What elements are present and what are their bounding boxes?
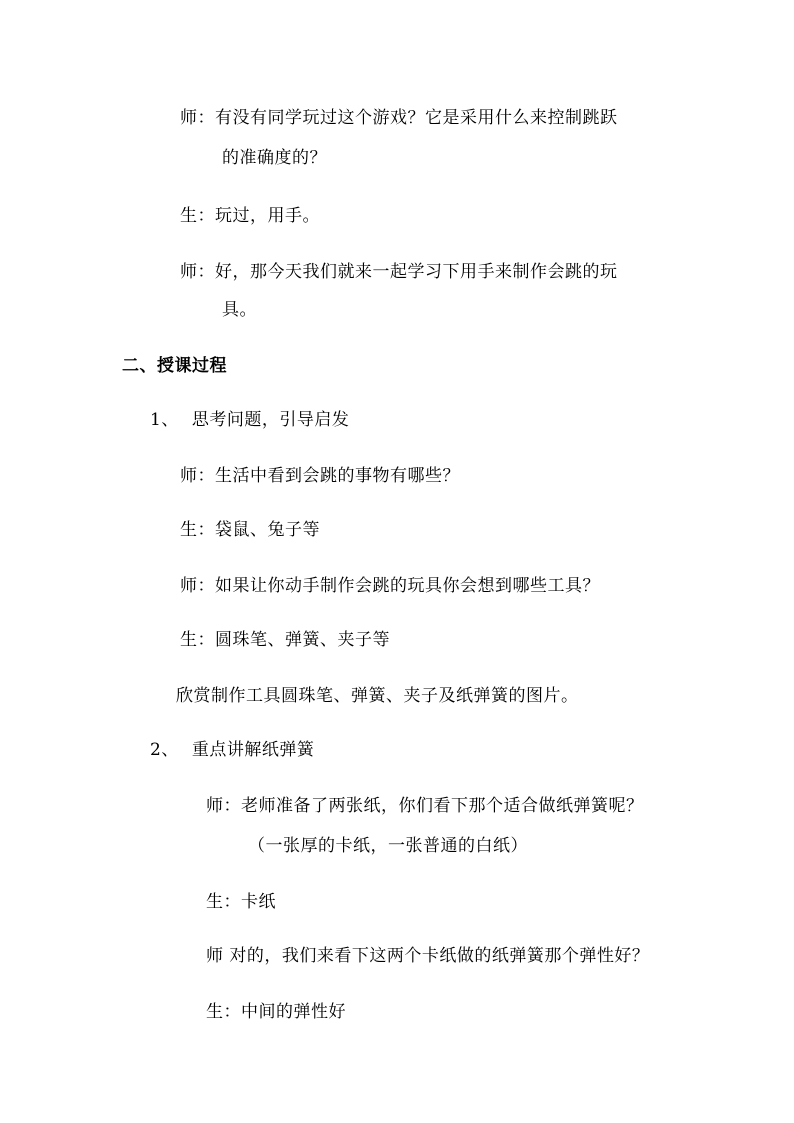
part-2-title: 重点讲解纸弹簧 <box>191 740 315 760</box>
part-1-number: 1、 <box>150 410 179 430</box>
part-1-student-answer: 生：袋鼠、兔子等 <box>180 520 320 540</box>
part-2-note: （一张厚的卡纸，一张普通的白纸） <box>248 836 528 856</box>
part-1-teacher-question: 师：生活中看到会跳的事物有哪些？ <box>180 466 460 486</box>
section-heading: 二、授课过程 <box>122 356 227 376</box>
teacher-question-2-line-1: 师：好，那今天我们就来一起学习下用手来制作会跳的玩 <box>180 262 618 282</box>
part-2-student-answer-2: 生：中间的弹性好 <box>206 1002 346 1022</box>
student-answer-1: 生：玩过，用手。 <box>180 206 320 226</box>
part-2-student-answer: 生：卡纸 <box>206 892 276 912</box>
part-2-number: 2、 <box>150 740 179 760</box>
part-1-teacher-question-2: 师：如果让你动手制作会跳的玩具你会想到哪些工具？ <box>180 576 600 596</box>
part-1-heading <box>150 408 349 432</box>
part-1-student-answer-2: 生：圆珠笔、弹簧、夹子等 <box>180 630 390 650</box>
part-1-title: 思考问题，引导启发 <box>191 410 350 430</box>
part-2-heading <box>150 738 314 762</box>
part-2-teacher-question: 师：老师准备了两张纸，你们看下那个适合做纸弹簧呢？ <box>206 796 644 816</box>
teacher-question-1-line-2: 的准确度的？ <box>222 148 327 168</box>
teacher-question-1-line-1: 师：有没有同学玩过这个游戏？它是采用什么来控制跳跃 <box>180 108 618 128</box>
part-2-teacher-question-2: 师 对的，我们来看下这两个卡纸做的纸弹簧那个弹性好？ <box>206 946 650 966</box>
teacher-question-2-line-2: 具。 <box>222 300 257 320</box>
part-1-appreciation-note: 欣赏制作工具圆珠笔、弹簧、夹子及纸弹簧的图片。 <box>176 686 579 706</box>
